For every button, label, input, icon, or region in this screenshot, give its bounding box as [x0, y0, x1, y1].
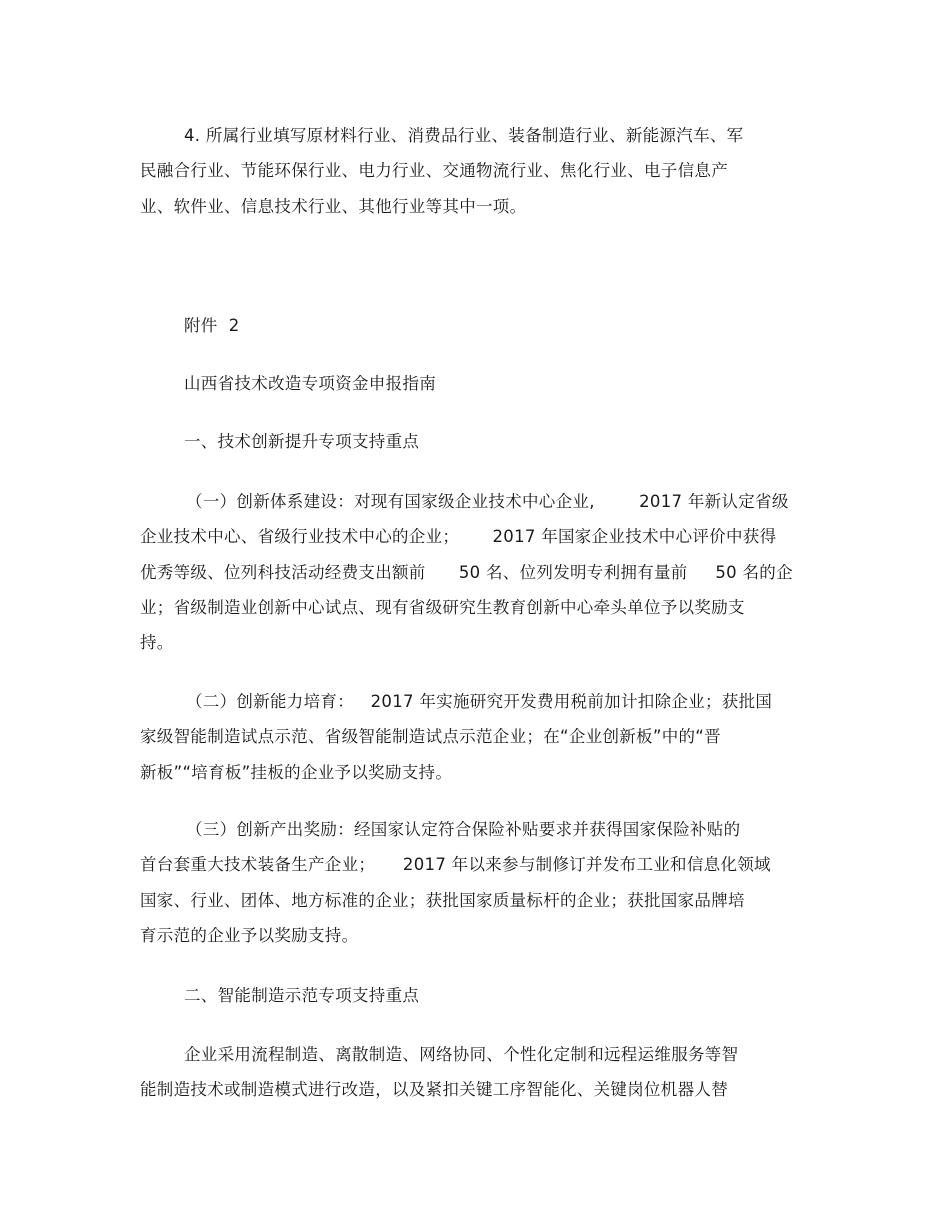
para2-line-3: 新板”“培育板”挂板的企业予以奖励支持。 [140, 763, 453, 782]
para1-line-5: 持。 [140, 633, 174, 652]
section2-heading: 二、智能制造示范专项支持重点 [184, 986, 420, 1005]
para3-line-4: 育示范的企业予以奖励支持。 [140, 926, 359, 945]
section1-heading: 一、技术创新提升专项支持重点 [184, 432, 420, 451]
para4-line-1: 企业采用流程制造、离散制造、网络协同、个性化定制和远程运维服务等智 [184, 1045, 739, 1064]
para3-line-1: （三）创新产出奖励：经国家认定符合保险补贴要求并获得国家保险补贴的 [186, 820, 741, 839]
para1-line-2: 企业技术中心、省级行业技术中心的企业； 2017 年国家企业技术中心评价中获得 [140, 527, 777, 546]
para2-line-1: （二）创新能力培育： 2017 年实施研究开发费用税前加计扣除企业；获批国 [186, 692, 773, 711]
note4-line-3: 业、软件业、信息技术行业、其他行业等其中一项。 [140, 197, 527, 216]
para2-line-2: 家级智能制造试点示范、省级智能制造试点示范企业；在“企业创新板”中的“晋 [140, 727, 721, 746]
note4-line-2: 民融合行业、节能环保行业、电力行业、交通物流行业、焦化行业、电子信息产 [140, 161, 728, 180]
para1-line-1: （一）创新体系建设：对现有国家级企业技术中心企业, 2017 年新认定省级 [186, 492, 789, 511]
para1-line-4: 业；省级制造业创新中心试点、现有省级研究生教育创新中心牵头单位予以奖励支 [140, 598, 745, 617]
para4-line-2: 能制造技术或制造模式进行改造，以及紧扣关键工序智能化、关键岗位机器人替 [140, 1080, 728, 1099]
para1-line-3: 优秀等级、位列科技活动经费支出额前 50 名、位列发明专利拥有量前 50 名的企 [140, 563, 793, 582]
guide-title: 山西省技术改造专项资金申报指南 [184, 374, 436, 393]
attachment-label: 附件 2 [184, 316, 240, 335]
note4-line-1: 4. 所属行业填写原材料行业、消费品行业、装备制造行业、新能源汽车、军 [184, 126, 744, 145]
para3-line-3: 国家、行业、团体、地方标准的企业；获批国家质量标杆的企业；获批国家品牌培 [140, 891, 745, 910]
para3-line-2: 首台套重大技术装备生产企业； 2017 年以来参与制修订并发布工业和信息化领域 [140, 855, 771, 874]
